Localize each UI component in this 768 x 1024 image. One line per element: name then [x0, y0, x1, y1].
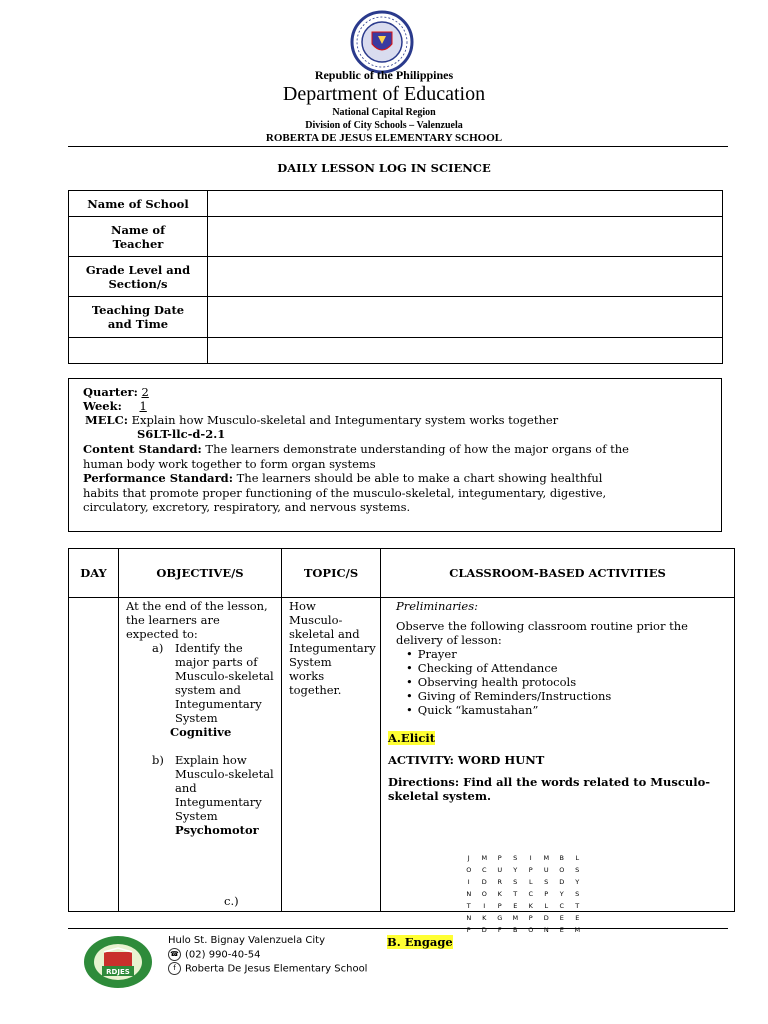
activities-cell: [381, 598, 735, 949]
grid-cell[interactable]: I: [483, 902, 486, 910]
routine-list: [382, 647, 733, 717]
grid-cell[interactable]: E: [559, 914, 564, 922]
info-value[interactable]: [208, 191, 723, 217]
facebook-icon: f: [168, 962, 181, 975]
grid-cell[interactable]: P: [528, 914, 533, 922]
list-item: • Quick “kamustahan”: [406, 703, 733, 717]
grid-cell[interactable]: N: [466, 890, 472, 898]
table-row: [69, 217, 723, 257]
footer-facebook[interactable]: Roberta De Jesus Elementary School: [185, 963, 368, 975]
directions: Directions: Find all the words related to Musculo-skeletal system.: [388, 775, 711, 803]
footer-facebook-line: [168, 962, 367, 975]
grid-cell[interactable]: Y: [559, 890, 564, 898]
info-label: [69, 338, 208, 364]
grid-cell[interactable]: C: [481, 866, 487, 874]
table-header-row: [69, 549, 735, 598]
grid-cell[interactable]: T: [575, 902, 580, 910]
elicit-heading: A.Elicit: [388, 731, 436, 745]
grid-cell[interactable]: M: [574, 926, 581, 934]
week-line: [83, 399, 147, 414]
grid-cell[interactable]: R: [497, 878, 503, 886]
grid-cell[interactable]: Y: [575, 878, 580, 886]
grid-cell[interactable]: O: [559, 866, 565, 874]
grid-cell[interactable]: P: [497, 902, 502, 910]
info-label: [69, 297, 208, 338]
grid-cell[interactable]: L: [528, 878, 533, 886]
info-label-text: Name of Teacher: [110, 222, 166, 251]
grid-cell[interactable]: O: [481, 890, 487, 898]
grid-cell[interactable]: C: [559, 902, 565, 910]
preliminaries-label: Preliminaries:: [396, 599, 478, 613]
list-item: • Observing health protocols: [406, 675, 733, 689]
grid-cell[interactable]: D: [481, 926, 487, 934]
info-value[interactable]: [208, 257, 723, 297]
footer-phone-line: [168, 948, 260, 961]
performance-standard-label: Performance Standard:: [83, 471, 233, 485]
table-row: [69, 257, 723, 297]
deped-seal: [350, 10, 414, 74]
content-standard-label: Content Standard:: [83, 442, 202, 456]
phone-icon: ☎: [168, 948, 181, 961]
table-row: [69, 191, 723, 217]
week-label: Week:: [83, 399, 122, 413]
grid-cell[interactable]: J: [467, 854, 470, 862]
list-item: • Checking of Attendance: [406, 661, 733, 675]
grid-cell[interactable]: B: [559, 854, 564, 862]
grid-cell[interactable]: M: [543, 854, 550, 862]
grid-cell[interactable]: D: [481, 878, 487, 886]
page-title: DAILY LESSON LOG IN SCIENCE: [277, 161, 491, 175]
grid-cell[interactable]: P: [544, 890, 549, 898]
grid-row: [461, 887, 585, 899]
grid-cell[interactable]: F: [497, 926, 502, 934]
grid-cell[interactable]: Y: [513, 866, 518, 874]
grid-cell[interactable]: N: [543, 926, 549, 934]
info-value[interactable]: [208, 338, 723, 364]
quarter-value: 2: [141, 385, 149, 399]
melc-label: MELC:: [85, 413, 128, 427]
grid-row: [461, 911, 585, 923]
grid-cell[interactable]: S: [575, 866, 580, 874]
melc-text: Explain how Musculo-skeletal and Integumentary system works together: [131, 413, 559, 427]
grid-cell[interactable]: S: [513, 878, 518, 886]
performance-standard-text: The learners should be able to make a chart showing healthful habits that promote proper functioning of the musculo-skeletal, integumentary, digestive, circulatory, excretory, respiratory, and nervous systems.: [83, 471, 607, 514]
lesson-info-box: [68, 378, 722, 532]
grid-cell[interactable]: I: [467, 878, 470, 886]
grid-cell[interactable]: D: [543, 914, 549, 922]
objectives-intro: At the end of the lesson, the learners are expected to:: [126, 599, 268, 641]
grid-cell[interactable]: S: [544, 878, 549, 886]
grid-cell[interactable]: B: [513, 926, 518, 934]
grid-cell[interactable]: E: [575, 914, 580, 922]
objective-b: [120, 753, 280, 823]
topic-cell: [282, 598, 381, 912]
melc-line: [85, 413, 705, 428]
list-item: • Prayer: [406, 647, 733, 661]
footer-divider: [68, 928, 728, 929]
activity-title: ACTIVITY: WORD HUNT: [388, 753, 545, 767]
grid-cell[interactable]: T: [466, 902, 471, 910]
quarter-line: [83, 385, 149, 400]
performance-standard: [83, 471, 623, 515]
school-logo-text: RDJES: [106, 968, 130, 976]
objective-c: c.): [224, 894, 239, 908]
quarter-label: Quarter:: [83, 385, 138, 399]
grid-cell[interactable]: T: [513, 890, 518, 898]
header-department: Department of Education: [282, 83, 486, 105]
footer-address: Hulo St. Bignay Valenzuela City: [168, 935, 325, 946]
grid-cell[interactable]: P: [497, 854, 502, 862]
grid-cell[interactable]: S: [513, 854, 518, 862]
grid-row: [461, 863, 585, 875]
grid-cell[interactable]: I: [529, 854, 532, 862]
table-row: [69, 598, 735, 912]
header-school: ROBERTA DE JESUS ELEMENTARY SCHOOL: [265, 132, 503, 144]
info-value[interactable]: [208, 217, 723, 257]
grid-row: [461, 923, 585, 935]
info-label-text: Grade Level and Section/s: [85, 262, 191, 291]
grid-cell[interactable]: O: [528, 926, 534, 934]
grid-cell[interactable]: O: [466, 866, 472, 874]
objective-a: [120, 641, 280, 725]
grid-cell[interactable]: U: [543, 866, 549, 874]
header-division: Division of City Schools – Valenzuela: [305, 120, 463, 131]
objective-a-domain: Cognitive: [170, 725, 232, 739]
day-cell: [69, 598, 119, 912]
info-value[interactable]: [208, 297, 723, 338]
footer-phone: (02) 990-40-54: [185, 949, 261, 961]
grid-cell[interactable]: G: [497, 914, 503, 922]
header-activities: CLASSROOM-BASED ACTIVITIES: [381, 549, 735, 598]
grid-cell[interactable]: K: [497, 890, 502, 898]
content-standard-text: The learners demonstrate understanding of how the major organs of the human body work together to form organ systems: [83, 442, 629, 471]
grid-cell[interactable]: E: [513, 902, 518, 910]
info-label-text: Teaching Date and Time: [91, 303, 185, 331]
table-row: [69, 297, 723, 338]
grid-row: [461, 899, 585, 911]
objective-a-marker: a): [152, 641, 164, 655]
grid-row: [461, 875, 585, 887]
grid-cell[interactable]: P: [528, 866, 533, 874]
word-hunt-grid: [461, 851, 585, 935]
header-region: National Capital Region: [332, 107, 436, 118]
engage-line: [387, 935, 453, 949]
melc-code: S6LT-llc-d-2.1: [137, 427, 226, 441]
info-label: [69, 217, 208, 257]
grid-cell[interactable]: S: [575, 890, 580, 898]
grid-cell[interactable]: M: [512, 914, 519, 922]
objective-a-text: Identify the major parts of Musculo-skeletal system and Integumentary System: [175, 641, 274, 725]
engage-heading: B. Engage: [387, 935, 453, 949]
grid-cell[interactable]: U: [497, 866, 503, 874]
routine-intro: Observe the following classroom routine prior the delivery of lesson:: [396, 619, 688, 647]
grid-cell[interactable]: N: [466, 914, 472, 922]
grid-cell[interactable]: M: [481, 854, 488, 862]
grid-cell[interactable]: D: [559, 878, 565, 886]
school-logo: [82, 930, 154, 990]
topic-text: How Musculo-skeletal and Integumentary System works together.: [289, 599, 376, 697]
table-row: [69, 338, 723, 364]
grid-row: [461, 851, 585, 863]
header-objectives: OBJECTIVE/S: [119, 549, 282, 598]
grid-cell[interactable]: P: [466, 926, 471, 934]
elicit-line: [382, 717, 733, 745]
grid-cell[interactable]: K: [482, 914, 487, 922]
grid-cell[interactable]: L: [544, 902, 549, 910]
info-label: [69, 257, 208, 297]
week-value: 1: [139, 399, 147, 413]
school-info-table: [68, 190, 723, 364]
header-topics: TOPIC/S: [282, 549, 381, 598]
objectives-cell: [119, 598, 282, 912]
list-item: • Giving of Reminders/Instructions: [406, 689, 733, 703]
grid-cell[interactable]: L: [575, 854, 580, 862]
grid-cell[interactable]: K: [528, 902, 533, 910]
header-divider: [68, 146, 728, 147]
info-label: Name of School: [69, 191, 208, 217]
grid-cell[interactable]: E: [559, 926, 564, 934]
header-day: DAY: [69, 549, 119, 598]
objective-b-marker: b): [152, 753, 164, 767]
objective-b-text: Explain how Musculo-skeletal and Integumentary System: [175, 753, 274, 823]
grid-cell[interactable]: C: [528, 890, 534, 898]
header-republic: Republic of the Philippines: [314, 68, 454, 82]
content-standard: [83, 442, 643, 471]
objective-b-domain: Psychomotor: [175, 823, 259, 837]
